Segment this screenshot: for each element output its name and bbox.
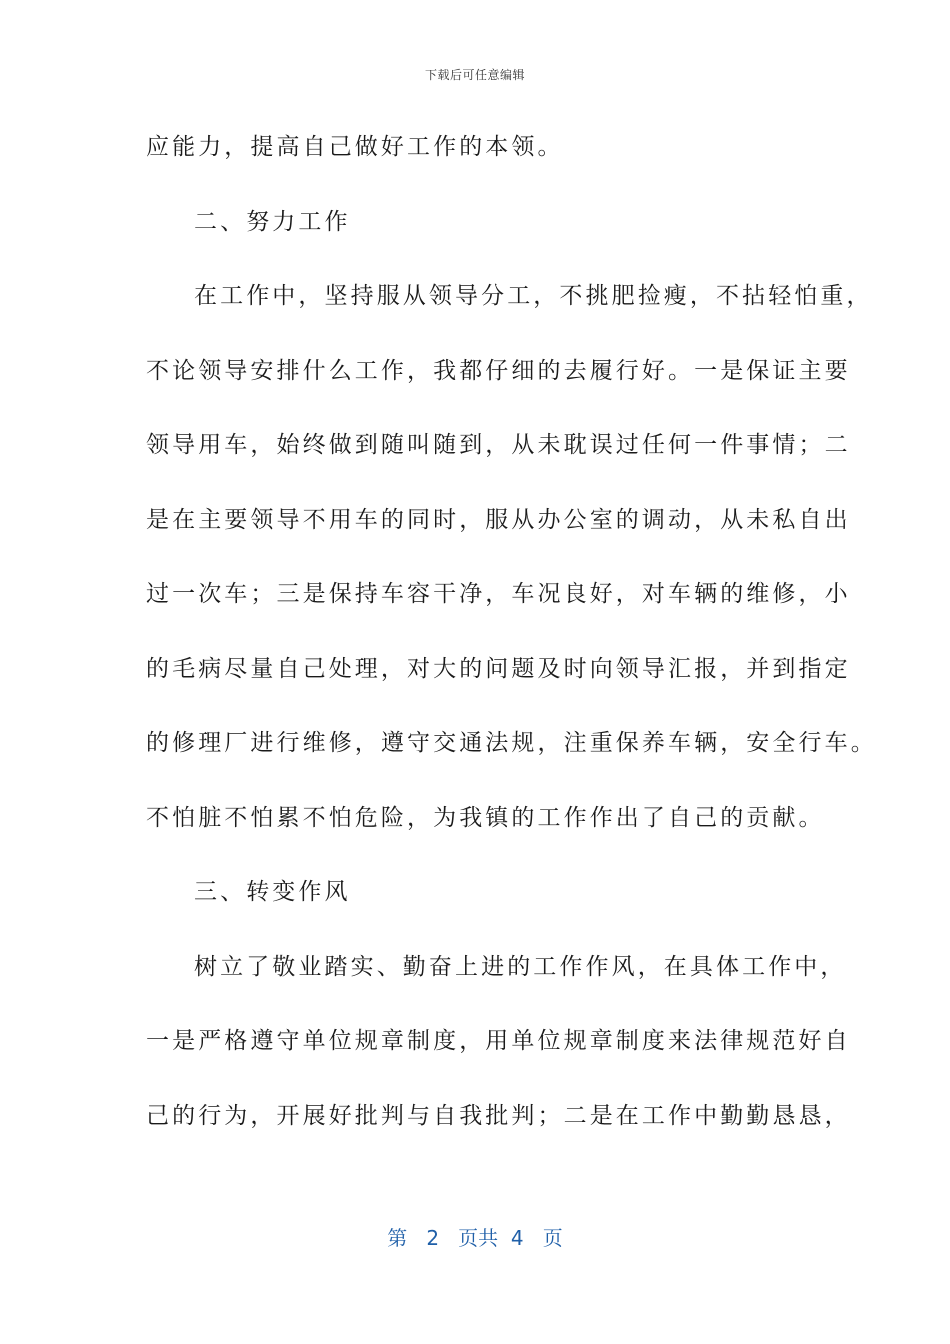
header-note: 下载后可任意编辑 (424, 68, 525, 82)
total-pages-number: 4 (510, 1226, 524, 1250)
paragraph-line: 不怕脏不怕累不怕危险，为我镇的工作作出了自己的贡献。 (146, 804, 825, 831)
current-page-number: 2 (426, 1226, 440, 1250)
page-number-footer (0, 1222, 950, 1251)
paragraph-line: 是在主要领导不用车的同时，服从办公室的调动，从未私自出 (146, 506, 851, 533)
paragraph-line: 应能力，提高自己做好工作的本领。 (146, 134, 564, 160)
paragraph-line: 在工作中，坚持服从领导分工，不挑肥捡瘦，不拈轻怕重， (194, 283, 873, 309)
document-body (146, 110, 877, 1153)
paragraph-line: 不论领导安排什么工作，我都仔细的去履行好。一是保证主要 (146, 357, 851, 384)
paragraph-line: 过一次车；三是保持车容干净，车况良好，对车辆的维修，小 (146, 581, 851, 607)
paragraph-line: 己的行为，开展好批判与自我批判；二是在工作中勤勤恳恳， (146, 1102, 851, 1129)
paragraph-line: 的毛病尽量自己处理，对大的问题及时向领导汇报，并到指定 (146, 655, 851, 682)
section-heading: 三、转变作风 (194, 879, 351, 905)
paragraph-line: 的修理厂进行维修，遵守交通法规，注重保养车辆，安全行车。 (146, 730, 877, 756)
page-label-prefix: 第 (387, 1226, 408, 1250)
paragraph-line: 领导用车，始终做到随叫随到，从未耽误过任何一件事情；二 (146, 432, 851, 458)
page-label-middle: 页共 (458, 1226, 499, 1250)
paragraph-line: 一是严格遵守单位规章制度，用单位规章制度来法律规范好自 (146, 1028, 851, 1054)
paragraph-line: 树立了敬业踏实、勤奋上进的工作作风，在具体工作中， (194, 953, 847, 980)
section-heading: 二、努力工作 (194, 208, 351, 235)
page-label-suffix: 页 (542, 1226, 563, 1250)
